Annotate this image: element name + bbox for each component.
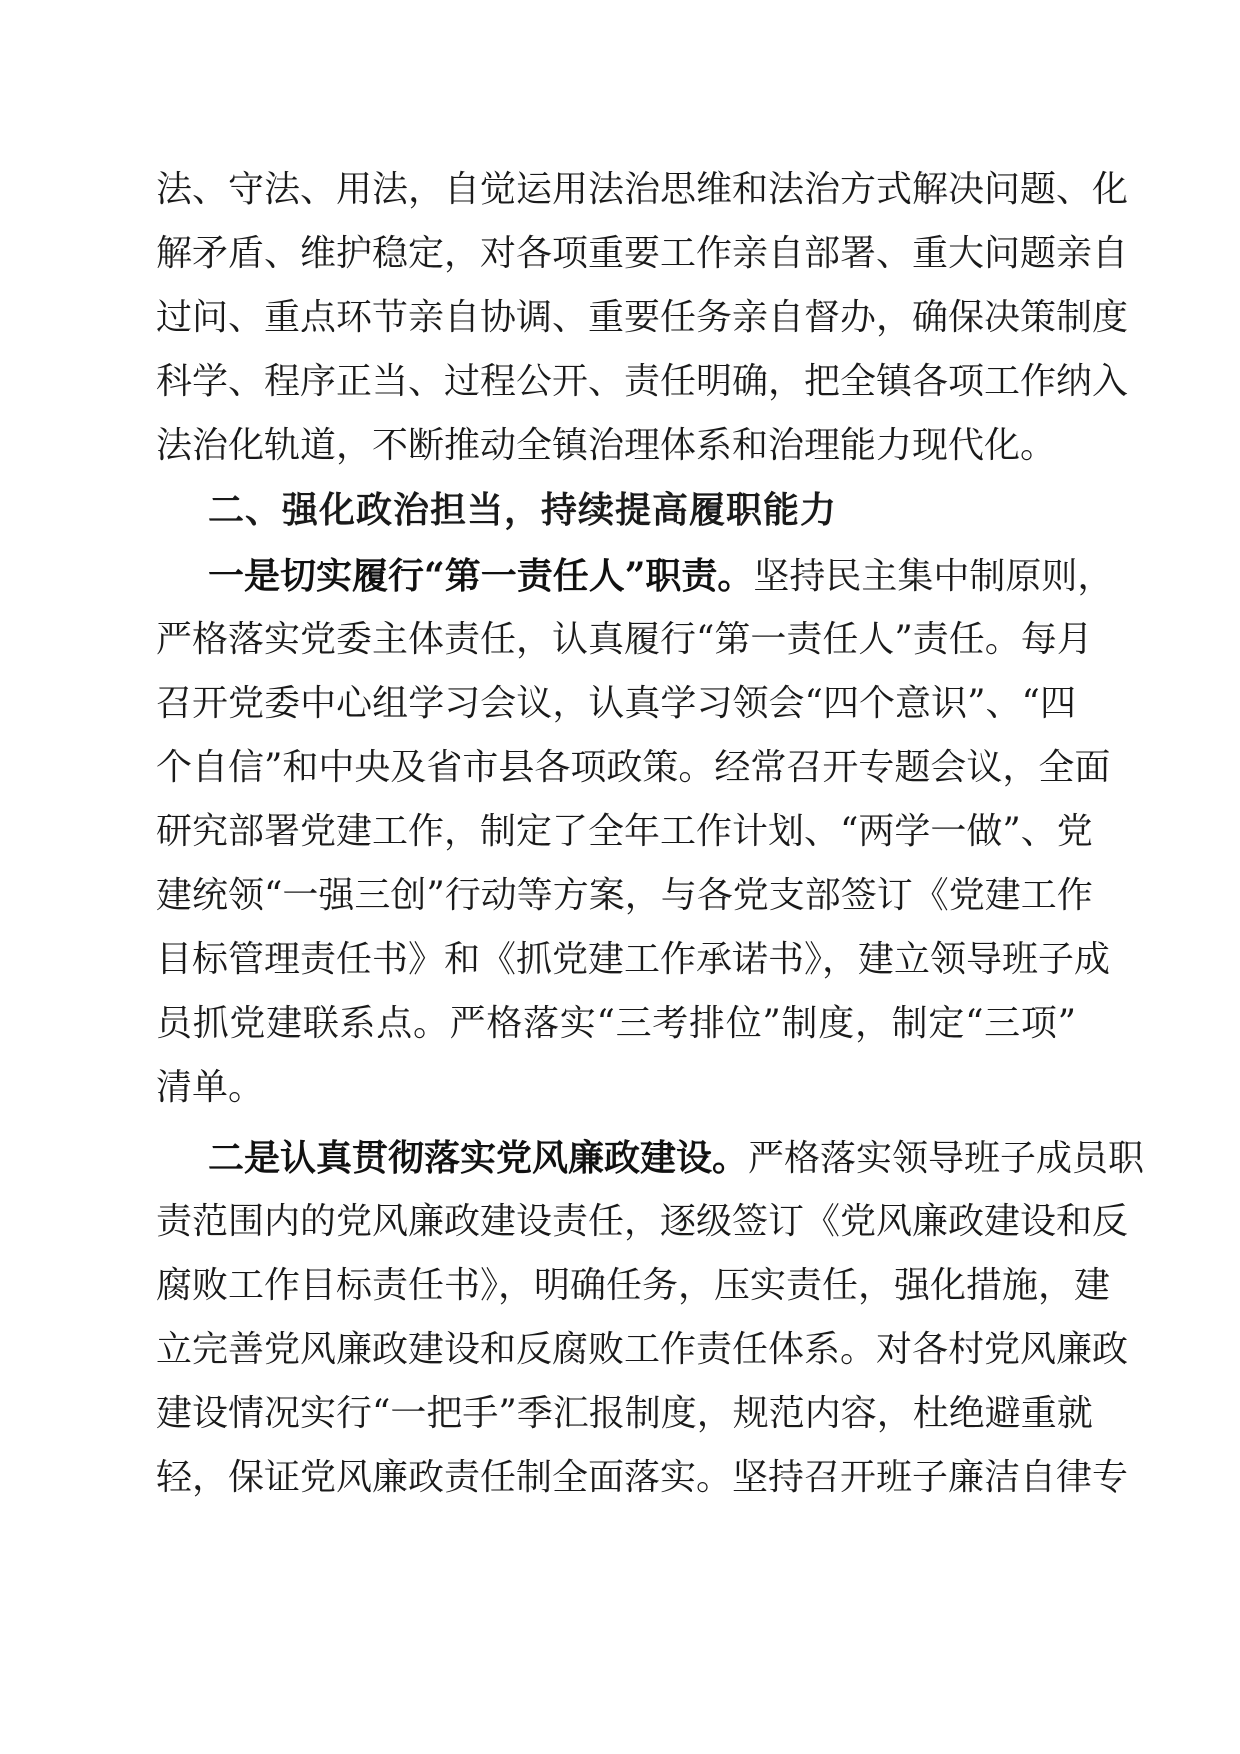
body-text-line: 清单。 [156,1067,265,1108]
body-text-line: 腐败工作目标责任书》，明确任务，压实责任，强化措施，建 [156,1265,1111,1306]
paragraph-lead-text: 坚持民主集中制原则， [753,556,1114,597]
body-text-line: 召开党委中心组学习会议，认真学习领会“四个意识”、“四 [156,683,1076,724]
body-text-line: 目标管理责任书》和《抓党建工作承诺书》，建立领导班子成 [156,939,1111,980]
body-text-line: 轻，保证党风廉政责任制全面落实。坚持召开班子廉洁自律专 [156,1457,1129,1498]
body-text-line: 研究部署党建工作，制定了全年工作计划、“两学一做”、党 [156,811,1093,852]
body-text-line: 严格落实党委主体责任，认真履行“第一责任人”责任。每月 [156,619,1093,660]
body-text-line: 过问、重点环节亲自协调、重要任务亲自督办，确保决策制度 [156,297,1129,338]
body-text-line: 责范围内的党风廉政建设责任，逐级签订《党风廉政建设和反 [156,1201,1129,1242]
paragraph-lead-line [208,1136,1145,1180]
section-heading: 二、强化政治担当，持续提高履职能力 [208,490,838,531]
body-text-line: 法治化轨道，不断推动全镇治理体系和治理能力现代化。 [156,425,1057,466]
paragraph-lead-line [208,554,1114,598]
body-text-line: 员抓党建联系点。严格落实“三考排位”制度，制定“三项” [156,1003,1076,1044]
body-text-line: 科学、程序正当、过程公开、责任明确，把全镇各项工作纳入 [156,361,1129,402]
body-text-line: 建设情况实行“一把手”季汇报制度，规范内容，杜绝避重就 [156,1393,1093,1434]
body-text-line: 立完善党风廉政建设和反腐败工作责任体系。对各村党风廉政 [156,1329,1129,1370]
body-text-line: 法、守法、用法，自觉运用法治思维和法治方式解决问题、化 [156,169,1129,210]
body-text-line: 建统领“一强三创”行动等方案，与各党支部签订《党建工作 [156,875,1093,916]
body-text-line: 解矛盾、维护稳定，对各项重要工作亲自部署、重大问题亲自 [156,233,1129,274]
paragraph-lead-bold: 一是切实履行“第一责任人”职责。 [208,555,754,597]
body-text-line: 个自信”和中央及省市县各项政策。经常召开专题会议，全面 [156,747,1111,788]
paragraph-lead-text: 严格落实领导班子成员职 [748,1138,1145,1179]
paragraph-lead-bold: 二是认真贯彻落实党风廉政建设。 [208,1137,749,1179]
